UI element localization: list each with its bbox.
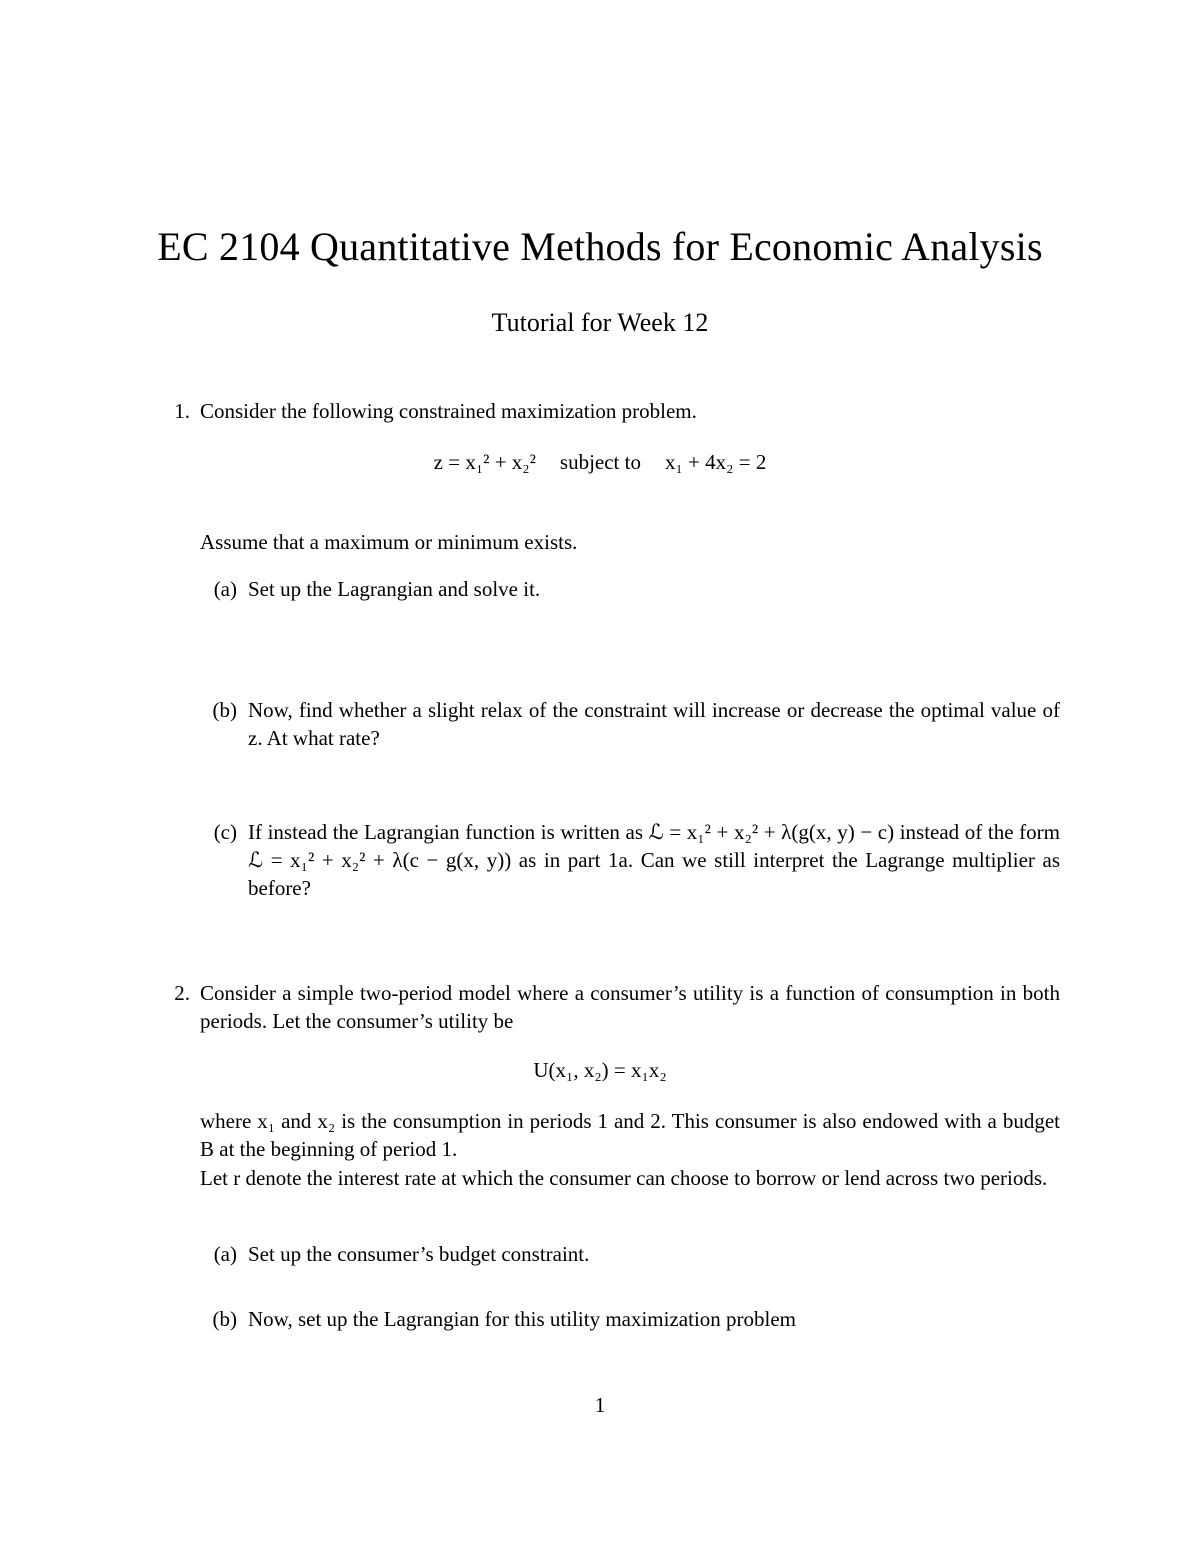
equation-constraint: x₁ + 4x₂ = 2 bbox=[664, 450, 767, 474]
question-2-number: 2. bbox=[174, 981, 190, 1005]
question-1b-text: Now, find whether a slight relax of the constraint will increase or decrease the optimal value of z. At what rate? bbox=[248, 698, 1060, 750]
question-1a-label: (a) bbox=[213, 577, 237, 601]
question-2-intro: Consider a simple two-period model where a consumer’s utility is a function of consumption in both periods. Let the consumer’s utility be bbox=[200, 981, 1060, 1033]
question-1c-label: (c) bbox=[213, 820, 237, 844]
question-1c-text: If instead the Lagrangian function is written as ℒ = x₁² + x₂² + λ(g(x, y) − c) instead of the form ℒ = x₁² + x₂² + λ(c − g(x, y)) as in part 1a. Can we still interpret the Lagrange multiplier as before? bbox=[248, 820, 1060, 900]
question-2-interest: Let r denote the interest rate at which the consumer can choose to borrow or lend across two periods. bbox=[200, 1166, 1048, 1190]
question-2-explanation: where x₁ and x₂ is the consumption in periods 1 and 2. This consumer is also endowed with a budget B at the beginning of period 1. bbox=[200, 1109, 1060, 1161]
question-1-intro: Consider the following constrained maximization problem. bbox=[200, 399, 697, 423]
question-1b-label: (b) bbox=[212, 698, 237, 722]
equation-subject-to: subject to bbox=[559, 450, 641, 474]
question-2-equation: U(x₁, x₂) = x₁x₂ bbox=[533, 1058, 667, 1082]
question-2a-text: Set up the consumer’s budget constraint. bbox=[248, 1242, 590, 1266]
question-2b-text: Now, set up the Lagrangian for this utility maximization problem bbox=[248, 1307, 797, 1331]
page-number: 1 bbox=[594, 1393, 606, 1417]
question-2b-label: (b) bbox=[212, 1307, 237, 1331]
page-subtitle: Tutorial for Week 12 bbox=[491, 308, 709, 337]
question-1-assumption: Assume that a maximum or minimum exists. bbox=[200, 530, 578, 554]
question-1-equation bbox=[0, 447, 1200, 477]
equation-objective: z = x₁² + x₂² bbox=[433, 450, 536, 474]
question-1a-text: Set up the Lagrangian and solve it. bbox=[248, 577, 541, 601]
question-1-number: 1. bbox=[174, 399, 190, 423]
question-2a-label: (a) bbox=[213, 1242, 237, 1266]
page-title: EC 2104 Quantitative Methods for Economic Analysis bbox=[157, 224, 1043, 269]
